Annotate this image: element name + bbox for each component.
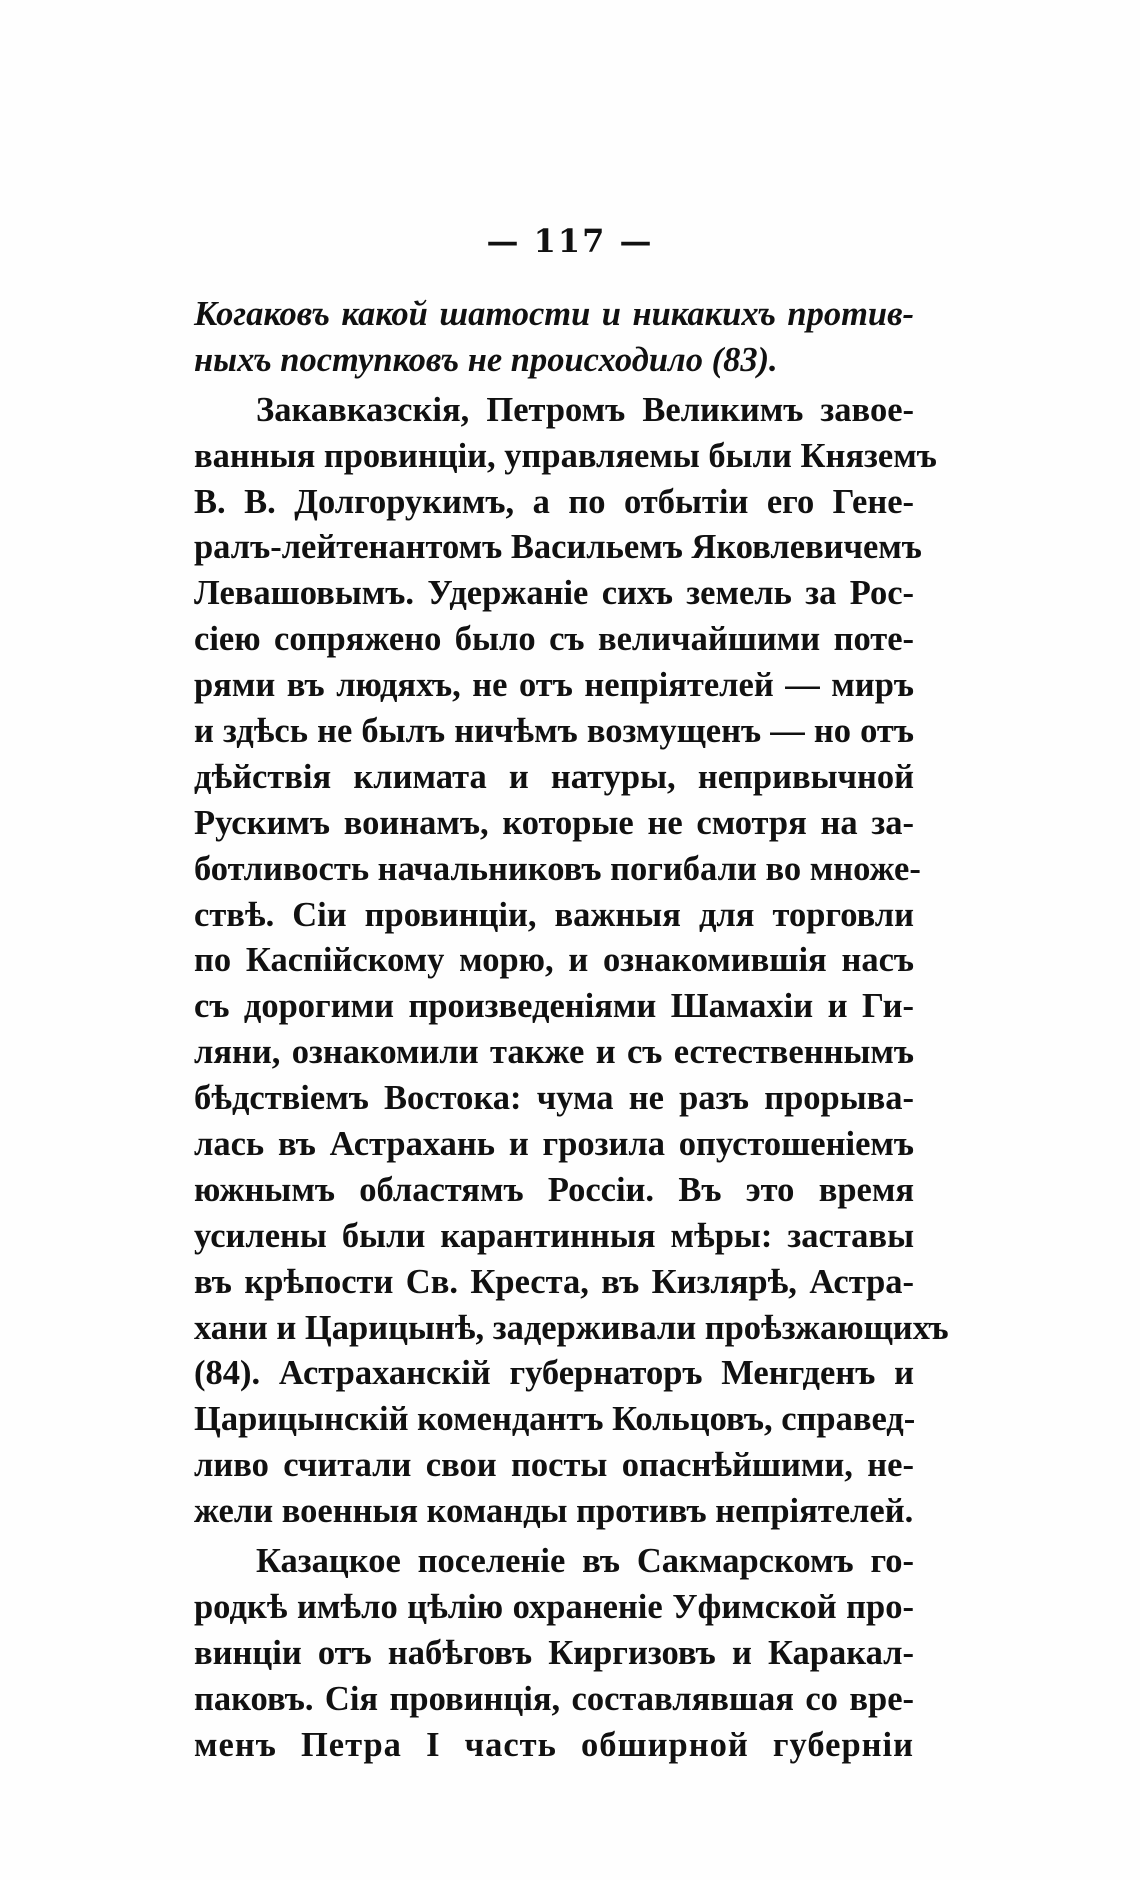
text-line: ванныя провинціи, управляемы были Княземъ — [194, 436, 937, 475]
text-line: винціи отъ набѣговъ Киргизовъ и Каракал- — [194, 1633, 914, 1672]
text-line: (84). Астраханскій губернаторъ Менгденъ и — [194, 1354, 914, 1393]
text-line: бѣдствіемъ Востока: чума не разъ прорыва- — [194, 1079, 914, 1118]
text-line: Казацкое поселеніе въ Сакмарскомъ го- — [256, 1542, 914, 1581]
text-line: жели военныя команды противъ непріятелей. — [194, 1492, 914, 1531]
text-line: ралъ-лейтенантомъ Васильемъ Яковлевичемъ — [194, 528, 922, 567]
text-line: родкѣ имѣло цѣлію охраненіе Уфимской про- — [194, 1587, 914, 1626]
text-line: съ дорогими произведеніями Шамахіи и Ги- — [194, 987, 914, 1026]
text-line: усилены были карантинныя мѣры: заставы — [194, 1216, 914, 1255]
text-line: въ крѣпости Св. Креста, въ Кизлярѣ, Астра- — [194, 1262, 914, 1301]
text-line: и здѣсь не былъ ничѣмъ возмущенъ — но отъ — [194, 712, 914, 751]
text-line: Закавказскія, Петромъ Великимъ завое- — [256, 390, 914, 429]
page-number: — 117 — — [486, 222, 654, 260]
text-line: хани и Царицынѣ, задерживали проѣзжающихъ — [194, 1308, 949, 1347]
text-line: ляни, ознакомили также и съ естественнымъ — [194, 1033, 914, 1072]
text-line: Левашовымъ. Удержаніе сихъ земель за Рос- — [194, 574, 914, 613]
text-line: ныхъ поступковъ не происходило (83). — [194, 340, 778, 379]
text-line: ливо считали свои посты опаснѣйшими, не- — [194, 1446, 914, 1485]
text-line: Рускимъ воинамъ, которые не смотря на за- — [194, 803, 914, 842]
text-line: паковъ. Сія провинція, составлявшая со вре- — [194, 1679, 914, 1718]
text-line: по Каспійскому морю, и ознакомившія насъ — [194, 941, 914, 980]
text-line: ствѣ. Сіи провинціи, важныя для торговли — [194, 895, 914, 934]
text-line: Царицынскій комендантъ Кольцовъ, справед- — [194, 1400, 916, 1439]
text-line: лась въ Астрахань и грозила опустошеніемъ — [194, 1125, 914, 1164]
text-line: дѣйствія климата и натуры, непривычной — [194, 757, 914, 796]
text-line: сіею сопряжено было съ величайшими поте- — [194, 620, 914, 659]
text-line: менъ Петра I часть обширной губерніи — [194, 1725, 914, 1764]
text-line: В. В. Долгорукимъ, а по отбытіи его Гене- — [194, 482, 914, 521]
text-line: южнымъ областямъ Россіи. Въ это время — [194, 1170, 914, 1209]
body-text — [194, 292, 949, 1769]
text-line: Когаковъ какой шатости и никакихъ против- — [194, 295, 914, 333]
text-line: рями въ людяхъ, не отъ непріятелей — миръ — [194, 666, 914, 705]
text-line: ботливость начальниковъ погибали во множе- — [194, 849, 921, 888]
